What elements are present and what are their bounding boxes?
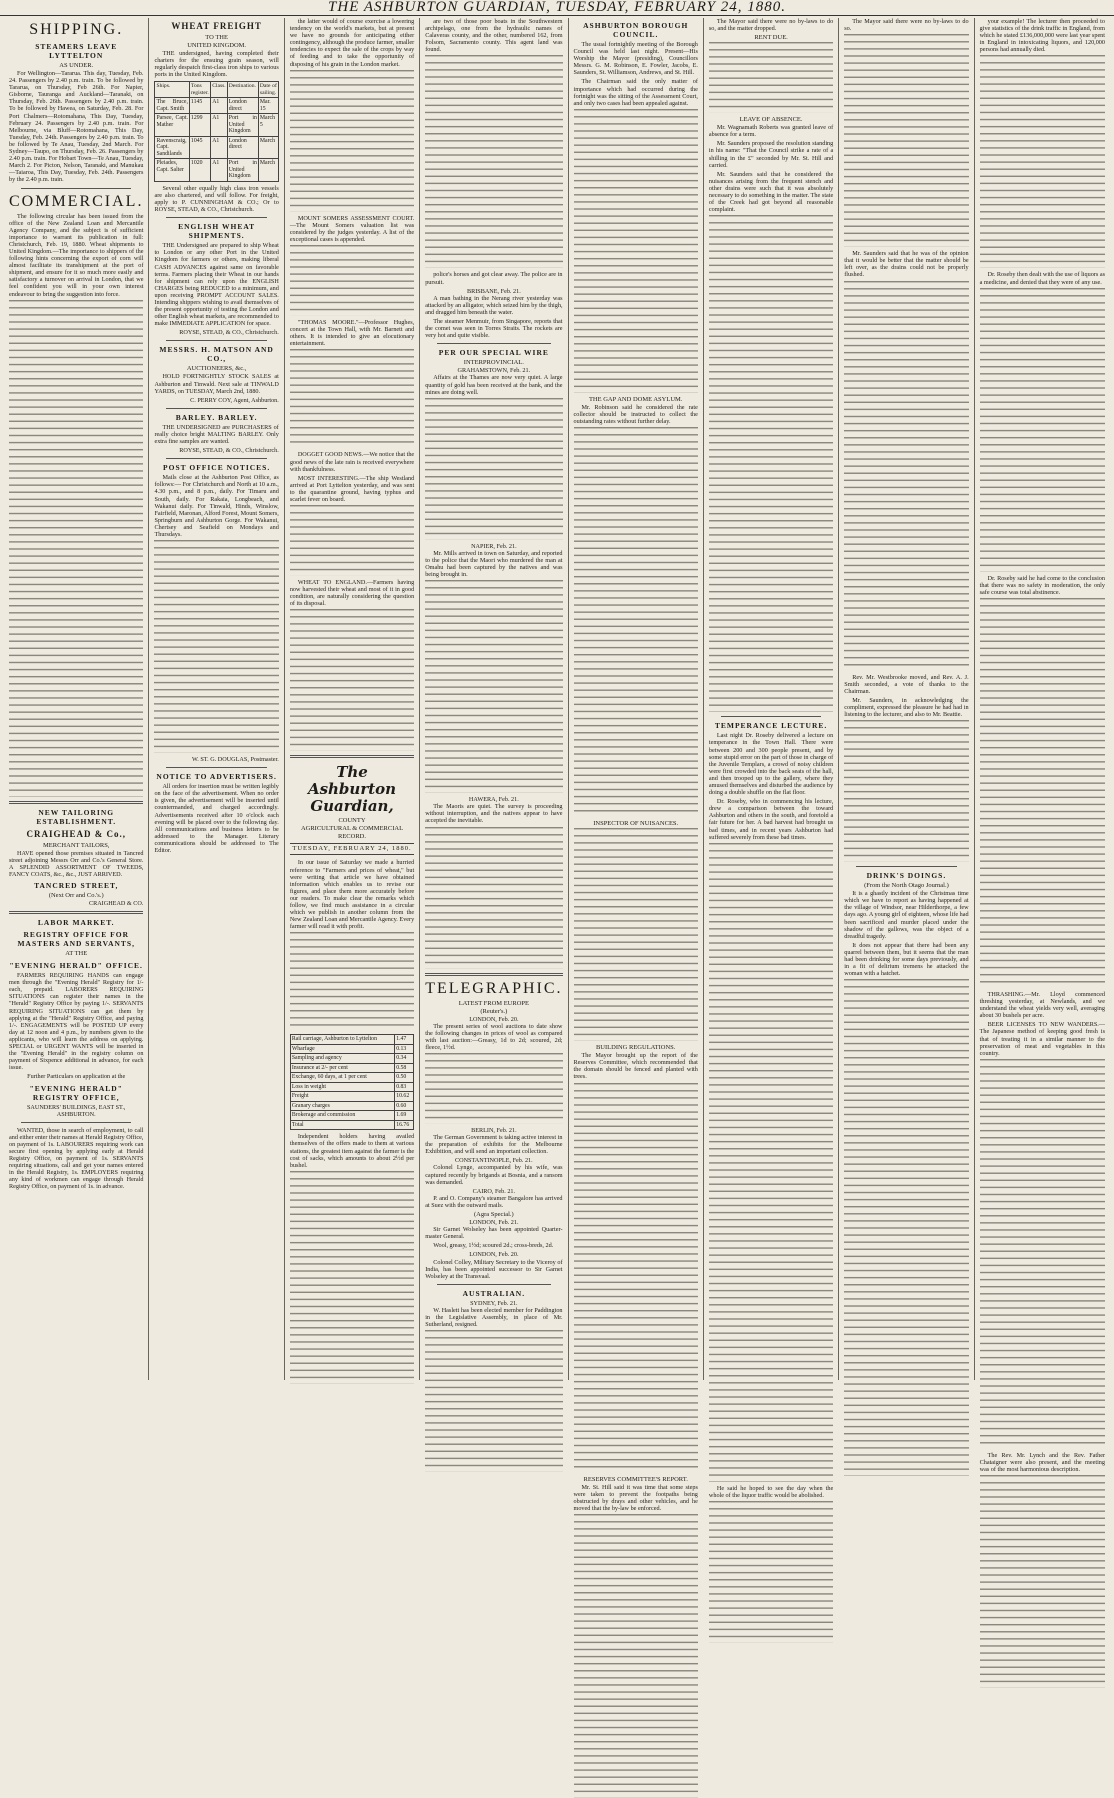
column-5-continued-1 bbox=[574, 109, 698, 393]
column-8-continued-4 bbox=[980, 1059, 1105, 1449]
table-cell: 0.50 bbox=[395, 1073, 414, 1083]
thomas-moore-continued bbox=[290, 349, 414, 448]
inspector-sub: INSPECTOR OF NUISANCES. bbox=[593, 820, 679, 828]
divider bbox=[166, 767, 266, 768]
mount-somers-continued bbox=[290, 245, 414, 316]
column-8-continued-1 bbox=[980, 55, 1105, 268]
column-6-continued-3 bbox=[709, 1501, 833, 1643]
column-6-continued-1 bbox=[709, 215, 833, 712]
sydney-text: W. Haslett has been elected member for Paddington in the Legislative Assembly, in place of Mr. Sutherland, resigned. bbox=[425, 1306, 563, 1329]
napier-dateline: NAPIER, Feb. 21. bbox=[471, 542, 517, 550]
table-cell: Total bbox=[290, 1120, 394, 1130]
london-2-dateline: LONDON, Feb. 21. bbox=[469, 1219, 519, 1227]
table-cell: 16.76 bbox=[395, 1120, 414, 1130]
reserves-sub: RESERVES COMMITTEE'S REPORT. bbox=[583, 1475, 688, 1483]
column-6-text-1: The Mayor said there were no by-laws to do so, and the matter dropped. bbox=[708, 18, 834, 33]
table-row bbox=[290, 1054, 413, 1064]
shipping-heading: SHIPPING. bbox=[29, 21, 124, 38]
wanted-text: WANTED, those in search of employment, to call and either enter their names at Herald Registry Office, on payment of 1s. LABOURERS requiring work can secure first opening by applying early at Herald Registry Office, on payment of 1s. SERVANTS requiring situations, call and get your names entered in the Herald Registry, 1s. EMPLOYERS requiring any kind of workmen can engage through Herald Registry Office, on payment of 1s. in advance. bbox=[9, 1126, 144, 1191]
steamers-heading: STEAMERS LEAVE LYTTELTON bbox=[35, 42, 118, 60]
steamer-text: The steamer Menmuir, from Singapore, reports that the comet was seen in Torres Straits. The rockets are very hot and quite visible. bbox=[425, 318, 563, 340]
column-5-continued-3 bbox=[574, 828, 698, 1041]
napier-text: Mr. Mills arrived in town on Saturday, and reported to the police that the Maori who murdered the man at Omahu had been captured by the natives and was being brought in. bbox=[425, 549, 563, 579]
wheat-text: THE undersigned, having completed their charters for the ensuing grain season, will regularly despatch first-class iron ships to various ports in the United Kingdom. bbox=[154, 50, 279, 79]
labor-heading: LABOR MARKET. bbox=[37, 918, 115, 928]
leave-sub: LEAVE OF ABSENCE. bbox=[739, 116, 803, 124]
cost-table bbox=[290, 1034, 414, 1130]
ships-col-header: Class. bbox=[211, 82, 228, 98]
english-text: THE Undersigned are prepared to ship Wheat to London or any other Port in the United Kingdom for farmers or others, making liberal CASH ADVANCES against same on favorable terms. Farmers placing their Wheat in our hands for shipment can rely upon the ENGLISH CHARGES being REDUCED to a minimum, and upon receiving PROMPT ACCOUNT SALES. Intending shippers wishing to avail themselves of the present opportunity of testing the London and other English wheat markets, are recommended to make IMMEDIATE APPLICATION for space. bbox=[154, 242, 279, 328]
berlin-dateline: BERLIN, Feb. 21. bbox=[471, 1127, 517, 1134]
table-cell: A1 bbox=[211, 98, 228, 114]
constantinople-dateline: CONSTANTINOPLE, Feb. 21. bbox=[454, 1157, 533, 1165]
table-row bbox=[290, 1073, 413, 1083]
column-3-text-2: Independent holders having availed themselves of the offers made to them at various stations, the greatest item against the farmer is the cost of sacks, which amounts to about 2½d per bushel. bbox=[289, 1133, 415, 1169]
drinks-doings-heading: DRINK'S DOINGS. bbox=[866, 871, 947, 881]
berlin-text: The German Government is taking active interest in the preparation of exhibits for the Melbourne Exhibition, and will send an important collection. bbox=[425, 1134, 563, 1156]
column-5-text-3: The Mayor brought up the report of the Reserves Committee, which recommended that the domain should be fenced and planted with trees. bbox=[573, 1052, 698, 1081]
hawera-text: The Maoris are quiet. The survey is proceeding without interruption, and the natives appear to have accepted the inevitable. bbox=[425, 803, 563, 825]
divider bbox=[437, 1284, 550, 1285]
table-cell: Port in United Kingdom bbox=[228, 160, 257, 180]
rent-continued bbox=[709, 42, 833, 113]
table-cell: 0.60 bbox=[395, 1101, 414, 1111]
column-7-continued-1 bbox=[844, 34, 968, 247]
column-8-continued-2 bbox=[980, 288, 1105, 572]
tancred-sub: (Next Orr and Co.'s.) bbox=[48, 892, 104, 899]
labor-text: FARMERS REQUIRING HANDS can engage men through the "Evening Herald" Registry for 1/- each, prepaid. LABORERS REQUIRING SITUATIONS can register their names in the "Herald" Registry Office by paying 1/-. SERVANTS REQUIRING SITUATIONS can get them by applying at the "Herald" Registry Office, and paying 1/-. ENGAGEMENTS will be POSTED UP every day at 12 noon and 4 p.m., by numbers given to the applicants, who will learn the address on applying. SPECIAL or URGENT WANTS will be inserted in the "Evening Herald" in the registry column on payment of Sixpence additional in advance, for each issue. bbox=[9, 972, 144, 1072]
london-text: The present series of wool auctions to date show the following changes in prices of wool as compared with last auction:—Greasy, 1d to 2d; scoured, 2d; fleece, 1½d. bbox=[425, 1022, 563, 1051]
column-6-text-6: He said he hoped to see the day when the whole of the liquor traffic would be abolished. bbox=[708, 1484, 834, 1499]
column-6-text-5: Dr. Roseby, who in commencing his lecture, drew a comparison between the toward Ashburton and others in the south, and foretold a fair future for her. A bad harvest had brought us bad times, and in recent years Ashburton had suffered severely from these bad times. bbox=[708, 798, 834, 841]
column-8-text-4: THRASHING.—Mr. Lloyd commenced threshing yesterday, at Newlands, and we understand the wheat yields very well, averaging about 30 bushels per acre. bbox=[979, 990, 1105, 1020]
table-cell: Granary charges bbox=[290, 1101, 394, 1111]
table-row bbox=[290, 1044, 413, 1054]
wool-text: Wool, greasy, 1½d; scoured 2d.; cross-breds, 2d. bbox=[433, 1242, 554, 1250]
ships-col-header: Ships. bbox=[155, 82, 189, 98]
table-cell: Insurance at 2/- per cent bbox=[290, 1063, 394, 1073]
table-cell: 1145 bbox=[189, 98, 210, 114]
table-cell: 1.69 bbox=[395, 1111, 414, 1121]
county-sub: COUNTY bbox=[338, 817, 366, 825]
matson-text: HOLD FORTNIGHTLY STOCK SALES at Ashburton and Tinwald. Next sale at TINWALD YARDS, on TUESDAY, March 2nd, 1880. bbox=[154, 373, 279, 395]
table-cell: London direct bbox=[227, 98, 258, 114]
table-cell: Ravenscraig, Capt. Sandilands bbox=[155, 136, 189, 159]
column-8-text-2: Dr. Roseby then dealt with the use of liquors as a medicine, and denied that they were of any use. bbox=[979, 271, 1105, 286]
column-7-continued-3 bbox=[844, 720, 968, 862]
table-cell: Sampling and agency bbox=[290, 1054, 394, 1064]
wheat-to-england-continued bbox=[290, 609, 414, 751]
craighead-sub: MERCHANT TAILORS, bbox=[43, 841, 110, 849]
table-row bbox=[290, 1101, 413, 1111]
table-cell: Pleiades, Capt. Salter bbox=[155, 159, 189, 182]
table-cell: Parsee, Capt. Mather bbox=[155, 114, 189, 137]
telegraphic-heading: TELEGRAPHIC. bbox=[425, 979, 563, 997]
further-particulars: Further Particulars on application at the bbox=[27, 1073, 126, 1081]
table-cell: The Bruce, Capt. Smith bbox=[156, 99, 188, 112]
wheat-to-england-text: WHEAT TO ENGLAND.—Farmers having now harvested their wheat and most of it in good condition, are naturally considering the question of its disposal. bbox=[289, 579, 415, 608]
english-shipments-heading: ENGLISH WHEAT SHIPMENTS. bbox=[178, 222, 256, 241]
column-8 bbox=[975, 18, 1110, 1473]
column-4 bbox=[420, 18, 568, 1380]
drinks-text-2: It does not appear that there had been any quarrel between them, but it seems that the man had been drinking for some days previously, and in a fit of delirium tremens he attacked the woman with a hatchet. bbox=[844, 941, 969, 978]
temperance-heading: TEMPERANCE LECTURE. bbox=[714, 721, 828, 731]
wheat-sub-2: UNITED KINGDOM. bbox=[187, 42, 247, 49]
column-7-text-2: Mr. Saunders said that he was of the opinion that it would be better that the matter should be left over, as the drains could not be properly flushed. bbox=[844, 250, 969, 279]
ships-col-header: Destination. bbox=[227, 82, 258, 98]
ships-table bbox=[154, 81, 278, 182]
table-cell: 0.13 bbox=[395, 1044, 414, 1054]
steamers-sub: AS UNDER. bbox=[59, 62, 94, 69]
grahamstown-continued bbox=[425, 398, 562, 540]
table-row bbox=[155, 159, 278, 182]
most-interesting-text: MOST INTERESTING.—The ship Westland arrived at Port Lyttelton yesterday, and was sent to the quarantine ground, having typhus and scarlet fever on board. bbox=[289, 474, 415, 503]
column-4-text-1: are two of those poor boats in the Southwestern archipelago, one from the hydraulic names of Calaveras county, and the other, numbered 162, from Folsom, Sacramento county. This agent land was found. bbox=[425, 18, 563, 54]
newspaper-page bbox=[4, 18, 1110, 1512]
table-cell: 0.34 bbox=[395, 1054, 414, 1064]
matson-sub: AUCTIONEERS, &c., bbox=[186, 365, 247, 373]
column-8-continued-5 bbox=[980, 1475, 1105, 1688]
ships-col-header: Tons register. bbox=[190, 83, 209, 96]
london-continued bbox=[425, 1053, 562, 1124]
table-cell: Brokerage and commission bbox=[290, 1111, 394, 1121]
column-3-end-text bbox=[290, 1171, 414, 1384]
table-cell: A1 bbox=[211, 136, 228, 159]
table-row bbox=[155, 98, 278, 114]
drinks-continued bbox=[844, 979, 968, 1476]
column-8-text-1: your example! The lecturer then proceeded to give statistics of the drink traffic in England, from which he stated £136,000,000 were last year spent in England in intoxicating liquors, and 120,000 persons had annually died. bbox=[979, 18, 1105, 54]
divider bbox=[290, 755, 414, 758]
wheat-freight-heading: WHEAT FREIGHT bbox=[171, 21, 262, 31]
good-news-text: DOGGET GOOD NEWS.—We notice that the good news of the late rain is received everywhere with thankfulness. bbox=[289, 451, 415, 473]
column-3-text-1: the latter would of course exercise a lowering tendency on the world's markets, but at present we have no grounds for anticipating either contingency, although the produce farmer, smaller tendencies to expect the sale of the crops by way of feeding and to take the opportunity of disposing of his grain in the London market. bbox=[289, 18, 415, 68]
registry-heading: REGISTRY OFFICE FOR MASTERS AND SERVANTS, bbox=[17, 930, 135, 949]
divider bbox=[21, 1122, 131, 1123]
column-7 bbox=[839, 18, 974, 1380]
tancred-heading: TANCRED STREET, bbox=[34, 881, 119, 890]
column-6-text-3: Mr. Saunders proposed the resolution standing in his name: "That the Council strike a rate of a shilling in the £" seconded by Mr. St. Hill and carried. bbox=[708, 140, 834, 169]
sydney-continued bbox=[425, 1330, 562, 1472]
dateline: TUESDAY, FEBRUARY 24, 1880. bbox=[290, 843, 414, 855]
column-5-continued-4 bbox=[574, 1083, 698, 1473]
london-3-text: Colonel Colley, Military Secretary to the Viceroy of India, has been appointed successor to Sir Garnet Wolseley at the Transvaal. bbox=[425, 1258, 563, 1280]
thomas-moore-text: "THOMAS MOORE."—Professor Hughes, concert at the Town Hall, with Mr. Barnett and others. It is intended to give an elocutionary entertainment. bbox=[289, 319, 415, 348]
table-row bbox=[155, 114, 278, 137]
barley-signature: ROYSE, STEAD, & CO., Christchurch. bbox=[179, 447, 279, 455]
table-cell: March 5 bbox=[258, 114, 278, 137]
table-cell: A1 bbox=[211, 159, 228, 182]
divider bbox=[166, 458, 266, 459]
building-sub: BUILDING REGULATIONS. bbox=[595, 1044, 676, 1052]
divider bbox=[9, 911, 143, 914]
table-cell: 0.83 bbox=[395, 1082, 414, 1092]
guardian-masthead: The Ashburton Guardian, bbox=[307, 763, 397, 816]
column-5-text-1: The Chairman said the only matter of importance which had occurred during the fortnight was the sitting of the Assessment Court, and only two cases had been appealed against. bbox=[573, 78, 698, 107]
grahamstown-dateline: GRAHAMSTOWN, Feb. 21. bbox=[457, 367, 531, 375]
cairo-dateline: CAIRO, Feb. 21. bbox=[472, 1187, 516, 1195]
column-5 bbox=[569, 18, 704, 1512]
rent-sub: RENT DUE. bbox=[754, 34, 788, 42]
registry-sub: AT THE bbox=[65, 950, 88, 958]
wheat-sub-1: TO THE bbox=[205, 34, 228, 41]
column-6-text-2: Mr. Wagnamath Roberts was granted leave of absence for a term. bbox=[708, 124, 834, 139]
divider bbox=[166, 217, 266, 218]
column-7-text-1: The Mayor said there were no by-laws to do so. bbox=[844, 18, 969, 33]
royse-signature: ROYSE, STEAD, & CO., Christchurch. bbox=[179, 329, 279, 337]
table-cell: 1299 bbox=[189, 114, 210, 137]
table-cell: 1020 bbox=[189, 159, 210, 182]
column-8-text-3: Dr. Roseby said he had come to the conclusion that there was no safety in moderation, the only safe course was total abstinence. bbox=[979, 574, 1105, 596]
evening-herald-heading: "EVENING HERALD" OFFICE. bbox=[9, 961, 143, 971]
editorial-text: In our issue of Saturday we made a hurried reference to "Farmers and prices of wheat," but were writing that article we have obtained information which enables us to revise our figures, and place them more accurately before our readers. To make clear the remarks which follow, we find much assistance in a circular which we publish in another column from the New Zealand Loan and Mercantile Agency. Every farmer will read it with profit. bbox=[289, 859, 415, 931]
table-cell: London direct bbox=[227, 136, 258, 159]
barley-text: THE UNDERSIGNED are PURCHASERS of really choice bright MALTING BARLEY. Only extra fine samples are wanted. bbox=[154, 423, 279, 446]
gap-sub: THE GAP AND DOME ASYLUM. bbox=[588, 395, 683, 403]
sydney-dateline: SYDNEY, Feb. 21. bbox=[470, 1299, 518, 1307]
column-5-continued-2 bbox=[574, 427, 698, 817]
divider bbox=[9, 801, 143, 804]
column-6 bbox=[704, 18, 839, 1499]
table-cell: March bbox=[258, 159, 278, 182]
latest-europe-sub: LATEST FROM EUROPE bbox=[458, 999, 529, 1007]
table-cell: 1.47 bbox=[395, 1035, 414, 1045]
reuter-sub: (Reuter's.) bbox=[480, 1007, 508, 1015]
column-8-text-5: BEER LICENSES TO NEW WANDERS.—The Japanese method of keeping good fresh is that of treating it in a similar manner to the preservation of meat and vegetables in this country. bbox=[979, 1021, 1105, 1057]
divider bbox=[856, 866, 956, 867]
column-7-continued-2 bbox=[844, 281, 968, 671]
wheat-text-2: Several other equally high class iron vessels are also chartered, and will follow. For freight, apply to P. CUNNINGHAM & CO.; Or to ROYSE, STEAD, & CO., Christchurch. bbox=[154, 184, 279, 214]
post-continued-text bbox=[154, 540, 278, 753]
london-dateline: LONDON, Feb. 20. bbox=[469, 1015, 519, 1023]
column-1 bbox=[4, 18, 149, 1380]
table-cell: Exchange, 60 days, at 1 per cent bbox=[290, 1073, 394, 1083]
napier-continued bbox=[425, 580, 562, 793]
perry-signature: C. PERRY COY, Agent, Ashburton. bbox=[190, 396, 279, 404]
postmaster-signature: W. ST. G. DOUGLAS, Postmaster. bbox=[192, 756, 279, 764]
column-5-text-2: Mr. Robinson said he considered the rate collector should be instructed to collect the outstanding rates without further delay. bbox=[573, 403, 698, 426]
special-sub: (Agra Special.) bbox=[473, 1211, 514, 1219]
table-cell: 1045 bbox=[189, 136, 210, 159]
column-3 bbox=[285, 18, 420, 1380]
column-6-text-4: Mr. Saunders said that he considered the nuisances arising from the frequent stench and other drains were such that it was absolutely necessary to do something in the matter. The state of the Creek had got beyond all reasonable complaint. bbox=[708, 170, 834, 214]
divider bbox=[425, 973, 562, 976]
hawera-continued bbox=[425, 827, 562, 969]
editorial-continued bbox=[290, 932, 414, 1031]
eh-registry-heading: "EVENING HERALD" REGISTRY OFFICE, bbox=[29, 1083, 123, 1102]
column-6-continued-2 bbox=[709, 843, 833, 1482]
matson-heading: MESSRS. H. MATSON AND CO., bbox=[159, 345, 274, 364]
column-4-text-2: police's horses and got clear away. The police are in pursuit. bbox=[425, 271, 563, 286]
table-cell: 0.58 bbox=[395, 1063, 414, 1073]
post-office-heading: POST OFFICE NOTICES. bbox=[163, 463, 271, 473]
borough-council-heading: ASHBURTON BOROUGH COUNCIL. bbox=[583, 21, 689, 39]
most-interesting-continued bbox=[290, 505, 414, 576]
craighead-text: HAVE opened those premises situated in Tancred street adjoining Messrs Orr and Co.'s General Store. A SPLENDID ASSORTMENT OF TWEEDS, FANCY COATS, &c., &c., JUST ARRIVED. bbox=[9, 849, 144, 878]
column-3-continued-text bbox=[290, 70, 414, 212]
divider bbox=[166, 408, 266, 409]
column-8-continued-3 bbox=[980, 598, 1105, 988]
table-cell: Loss in weight bbox=[290, 1082, 394, 1092]
ships-col-header: Date of sailing. bbox=[259, 83, 277, 96]
table-row bbox=[290, 1063, 413, 1073]
grahamstown-text: Affairs at the Thames are now very quiet. A large quantity of gold has been received at the bank, and the mines are doing well. bbox=[425, 374, 563, 396]
commercial-text: The following circular has been issued from the office of the New Zealand Loan and Mercantile Agency Company, and the subject is of sufficient importance to warrant its publication in full: Christchurch, Feb. 19, 1880. Wheat shipments to United Kingdom.—The importance to shippers of the following hints concerning the export of corn will almost facilitate its transhipment at the port of shipment, and ensure for it so much more easily and satisfactory a turnover on arrival in London, that we feel confident you will in your own interest endeavour to bring the suggestion into force. bbox=[9, 212, 144, 298]
table-row bbox=[155, 136, 278, 159]
table-cell: Mar. 15 bbox=[258, 98, 278, 114]
divider bbox=[166, 340, 266, 341]
steamers-text: For Wellington—Tararua. This day, Tuesday, Feb. 24. Passengers by 2.40 p.m. train. To be followed by Tararua, on Thursday, Feb 26th. For Napier, Gisborne, Tauranga and Auckland—Taranaki, on Thursday, Feb. 26th. Passengers by 2.40 p.m. train. To be followed by Hawea, on Saturday, Feb. 28. For Port Chalmers—Rotomahana, This Day, Tuesday, February 24. Passengers by 2.40 p.m. train. For Melbourne, via Bluff—Rotomahana, This Day, Tuesday, Feb. 24th. Passengers by 2.40 p.m. train. To be followed by Te Anau, Tuesday, 2nd March. For Sydney—Taupo, on Thursday, Feb. 26. Passengers by 2.40 p.m. train. For Hobart Town—Te Anau, Tuesday, March 2. For Picton, Nelson, Taranaki, and Manukau—Taiaroa, This Day, Tuesday, Feb. 24th. Passengers by the 2.40 p.m. train. bbox=[9, 70, 144, 184]
craighead-signature: CRAIGHEAD & CO. bbox=[88, 900, 144, 907]
table-cell: A1 bbox=[211, 114, 228, 137]
divider bbox=[21, 188, 131, 189]
table-row bbox=[290, 1035, 413, 1045]
brisbane-dateline: BRISBANE, Feb. 21. bbox=[466, 287, 521, 295]
commercial-continued-text bbox=[9, 300, 143, 797]
agricultural-sub: AGRICULTURAL & COMMERCIAL RECORD. bbox=[300, 825, 404, 841]
per-wire-heading: PER OUR SPECIAL WIRE bbox=[438, 348, 549, 358]
table-cell: March bbox=[258, 136, 278, 159]
column-8-text-6: The Rev. Mr. Lynch and the Rev. Father Chataigner were also present, and the meeting was of the most harmonious description. bbox=[979, 1451, 1105, 1473]
column-5-continued-5 bbox=[574, 1514, 698, 1798]
divider bbox=[437, 343, 550, 344]
table-cell: Wharfage bbox=[290, 1044, 394, 1054]
saunders-buildings: SAUNDERS' BUILDINGS, EAST ST., ASHBURTON. bbox=[26, 1103, 126, 1118]
cairo-text: P. and O. Company's steamer Bangalore has arrived at Suez with the outward mails. bbox=[425, 1194, 563, 1209]
hawera-dateline: HAWERA, Feb. 21. bbox=[468, 796, 519, 804]
drinks-text: It is a ghastly incident of the Christmas time which we have to report as having happened at the village of Windsor, near Hilderthorpe, a few days ago. A young girl of eighteen, whose life had been sacrificed and murder placed under the shadow of the gallows, was the object of a dreadful tragedy. bbox=[844, 890, 969, 940]
table-cell: Rail carriage, Ashburton to Lyttelton bbox=[290, 1035, 394, 1045]
brisbane-text: A man bathing in the Nerang river yesterday was attacked by an alligator, which seized him by the thigh, and dragged him beneath the water. bbox=[425, 294, 563, 316]
london-3-dateline: LONDON, Feb. 20. bbox=[469, 1251, 519, 1259]
borough-text: The usual fortnightly meeting of the Borough Council was held last night. Present—His Worship the Mayor (presiding), Councillors Messrs. G. M. Robinson, E. Fowler, Jacobs, E. Saunders, St. Williamson, Andrews, and St. Hill. bbox=[573, 41, 698, 77]
table-row bbox=[290, 1082, 413, 1092]
interprovincial-sub: INTERPROVINCIAL. bbox=[463, 359, 524, 367]
divider bbox=[721, 716, 821, 717]
constantinople-text: Colonel Lynge, accompanied by his wife, was captured recently by brigands at Bosnia, and a ransom was demanded. bbox=[425, 1164, 563, 1186]
australian-heading: AUSTRALIAN. bbox=[462, 1288, 526, 1298]
tailoring-heading: NEW TAILORING ESTABLISHMENT. bbox=[36, 807, 117, 826]
temperance-text: Last night Dr. Roseby delivered a lecture on temperance in the Town Hall. There were between 200 and 300 people present, and by some stupid error on the part of those in charge of the Juvenile Templars, a crowd of noisy children were first crowded into the back seats of the hall, and then trooped up to the gallery, where they amused themselves and disturbed the audience by doing a double shuffle on the flat floor. bbox=[708, 732, 834, 797]
london-2-text: Sir Garnet Wolseley has been appointed Quarter-master General. bbox=[425, 1226, 563, 1241]
column-5-text-4: Mr. St. Hill said it was time that some steps were taken to prevent the footpaths being obstructed by drays and other vehicles, and he moved that the by-law be enforced. bbox=[573, 1483, 698, 1512]
table-row bbox=[290, 1092, 413, 1102]
mount-somers-text: MOUNT SOMERS ASSESSMENT COURT.—The Mount Somers valuation list was considered by the judges yesterday. A list of the exceptional cases is appended. bbox=[289, 214, 415, 243]
table-cell: Freight bbox=[290, 1092, 394, 1102]
column-7-text-3: Rev. Mr. Westbrooke moved, and Rev. A. J. Smith seconded, a vote of thanks to the Chairman. bbox=[844, 673, 969, 695]
column-4-continued bbox=[425, 55, 562, 268]
column-7-text-4: Mr. Saunders, in acknowledging the compliment, expressed the pleasure he had had in listening to the lecturer, and also to Mr. Beattie. bbox=[844, 696, 969, 719]
ships-table-header bbox=[155, 82, 278, 98]
post-text: Mails close at the Ashburton Post Office, as follows:— For Christchurch and North at 10 a.m., 4.30 p.m., and 8 p.m., daily. For Timaru and South, daily. For Rakaia, Longbeach, and Wakanui daily. For Tinwald, Hinds, Winslow, Fairfield, Maronan, Alford Forest, Mount Somers, Springburn and Ashburton Gorge. For Wakanui, Chertsey and Seafield on Mondays and Thursdays. bbox=[154, 474, 279, 538]
newspaper-masthead: THE ASHBURTON GUARDIAN, TUESDAY, FEBRUARY 24, 1880. bbox=[0, 0, 1114, 16]
advertisers-text: All orders for insertion must be written legibly on the face of the advertisement. When no order is given, the advertisement will be inserted until countermanded, and charged accordingly. Advertisements received after 10 o'clock each evening will be placed over to the following day. All communications and business letters to be addressed to the Manager. Literary communications should be addressed to The Editor. bbox=[154, 783, 279, 854]
table-cell: 10.62 bbox=[395, 1092, 414, 1102]
table-row bbox=[290, 1111, 413, 1121]
barley-heading: BARLEY. BARLEY. bbox=[175, 412, 258, 422]
craighead-heading: CRAIGHEAD & Co., bbox=[26, 828, 126, 839]
commercial-heading: COMMERCIAL. bbox=[9, 192, 144, 210]
column-2 bbox=[149, 18, 284, 1380]
table-cell: Port in United Kingdom bbox=[228, 115, 257, 135]
table-row bbox=[290, 1120, 413, 1130]
advertisers-heading: NOTICE TO ADVERTISERS. bbox=[156, 772, 277, 782]
drinks-doings-sub: (From the North Otago Journal.) bbox=[864, 882, 949, 890]
